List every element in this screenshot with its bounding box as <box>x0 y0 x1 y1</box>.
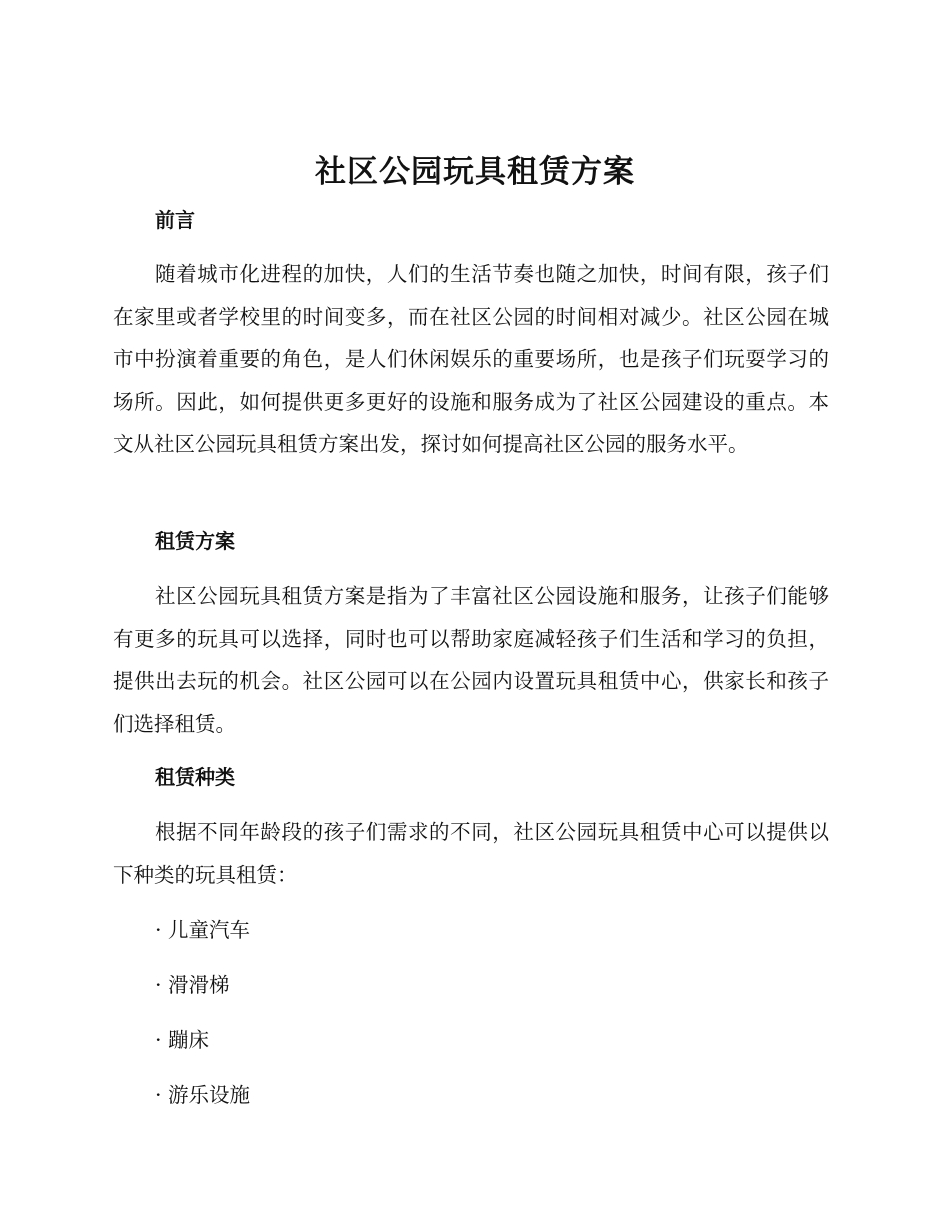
document-title: 社区公园玩具租赁方案 <box>315 154 635 190</box>
section-paragraph-rental-plan: 社区公园玩具租赁方案是指为了丰富社区公园设施和服务，让孩子们能够有更多的玩具可以选择，同时也可以帮助家庭减轻孩子们生活和学习的负担，提供出去玩的机会。社区公园可以在公园内设置玩具租赁中心，供家长和孩子们选择租赁。 <box>113 584 829 736</box>
list-item: · 儿童汽车 <box>155 918 251 942</box>
section-heading-rental-types: 租赁种类 <box>155 765 235 789</box>
section-heading-preface: 前言 <box>155 208 195 232</box>
list-item: · 滑滑梯 <box>155 973 230 997</box>
section-paragraph-rental-types: 根据不同年龄段的孩子们需求的不同，社区公园玩具租赁中心可以提供以下种类的玩具租赁： <box>113 820 829 887</box>
list-item: · 蹦床 <box>155 1028 210 1052</box>
section-heading-rental-plan: 租赁方案 <box>155 529 235 553</box>
section-paragraph-preface: 随着城市化进程的加快，人们的生活节奏也随之加快，时间有限，孩子们在家里或者学校里的时间变多，而在社区公园的时间相对减少。社区公园在城市中扮演着重要的角色，是人们休闲娱乐的重要场所，也是孩子们玩耍学习的场所。因此，如何提供更多更好的设施和服务成为了社区公园建设的重点。本文从社区公园玩具租赁方案出发，探讨如何提高社区公园的服务水平。 <box>113 262 829 456</box>
list-item: · 游乐设施 <box>155 1083 251 1107</box>
